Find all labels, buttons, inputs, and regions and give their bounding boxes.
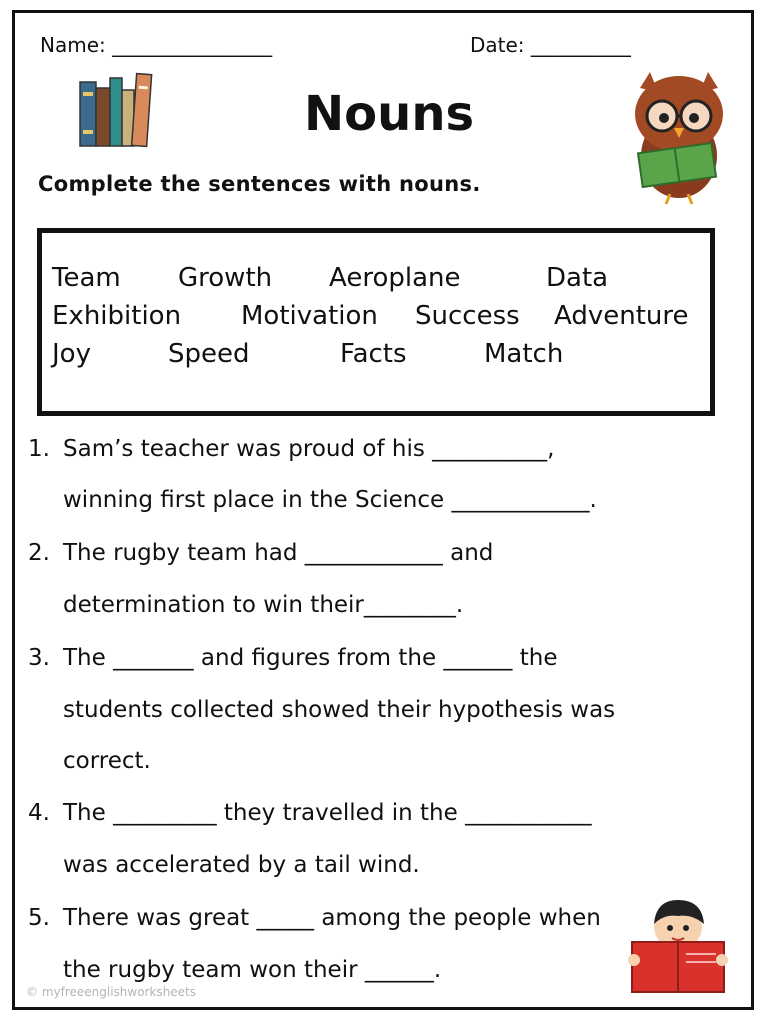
word-bank-word: Success [415, 301, 520, 331]
question-number: 3. [28, 645, 50, 671]
question-line: was accelerated by a tail wind. [63, 852, 420, 878]
word-bank-word: Motivation [241, 301, 378, 331]
word-bank-word: Growth [178, 263, 273, 293]
question-line: The _______ and figures from the ______ the [63, 645, 558, 671]
question-line: The _________ they travelled in the ___________ [63, 800, 592, 826]
word-bank-word: Data [546, 263, 609, 293]
word-bank-word: Adventure [554, 301, 689, 331]
question-number: 5. [28, 905, 50, 931]
word-bank-word: Aeroplane [329, 263, 461, 293]
question-number: 2. [28, 540, 50, 566]
question-line: Sam’s teacher was proud of his __________, [63, 436, 555, 462]
name-field-label: Name: ________________ [40, 33, 273, 57]
question-line: correct. [63, 748, 151, 774]
word-bank-word: Match [484, 339, 564, 369]
question-line: winning first place in the Science ____________. [63, 487, 597, 513]
page-title: Nouns [304, 86, 475, 142]
question-line: the rugby team won their ______. [63, 957, 442, 983]
question-line: students collected showed their hypothesis was [63, 697, 616, 723]
word-bank-word: Speed [168, 339, 250, 369]
word-bank-word: Facts [340, 339, 407, 369]
owl-reading-icon [626, 66, 732, 208]
date-field-label: Date: __________ [470, 33, 631, 57]
word-bank-word: Team [52, 263, 121, 293]
child-reading-icon [626, 896, 730, 996]
question-line: There was great _____ among the people when [63, 905, 601, 931]
word-bank-word: Exhibition [52, 301, 182, 331]
word-bank [37, 228, 715, 416]
watermark: © myfreeenglishworksheets [26, 985, 197, 999]
question-number: 1. [28, 436, 50, 462]
books-icon [78, 72, 160, 148]
question-number: 4. [28, 800, 50, 826]
question-line: determination to win their________. [63, 592, 464, 618]
word-bank-word: Joy [52, 339, 91, 369]
question-line: The rugby team had ____________ and [63, 540, 494, 566]
instructions: Complete the sentences with nouns. [38, 172, 481, 196]
